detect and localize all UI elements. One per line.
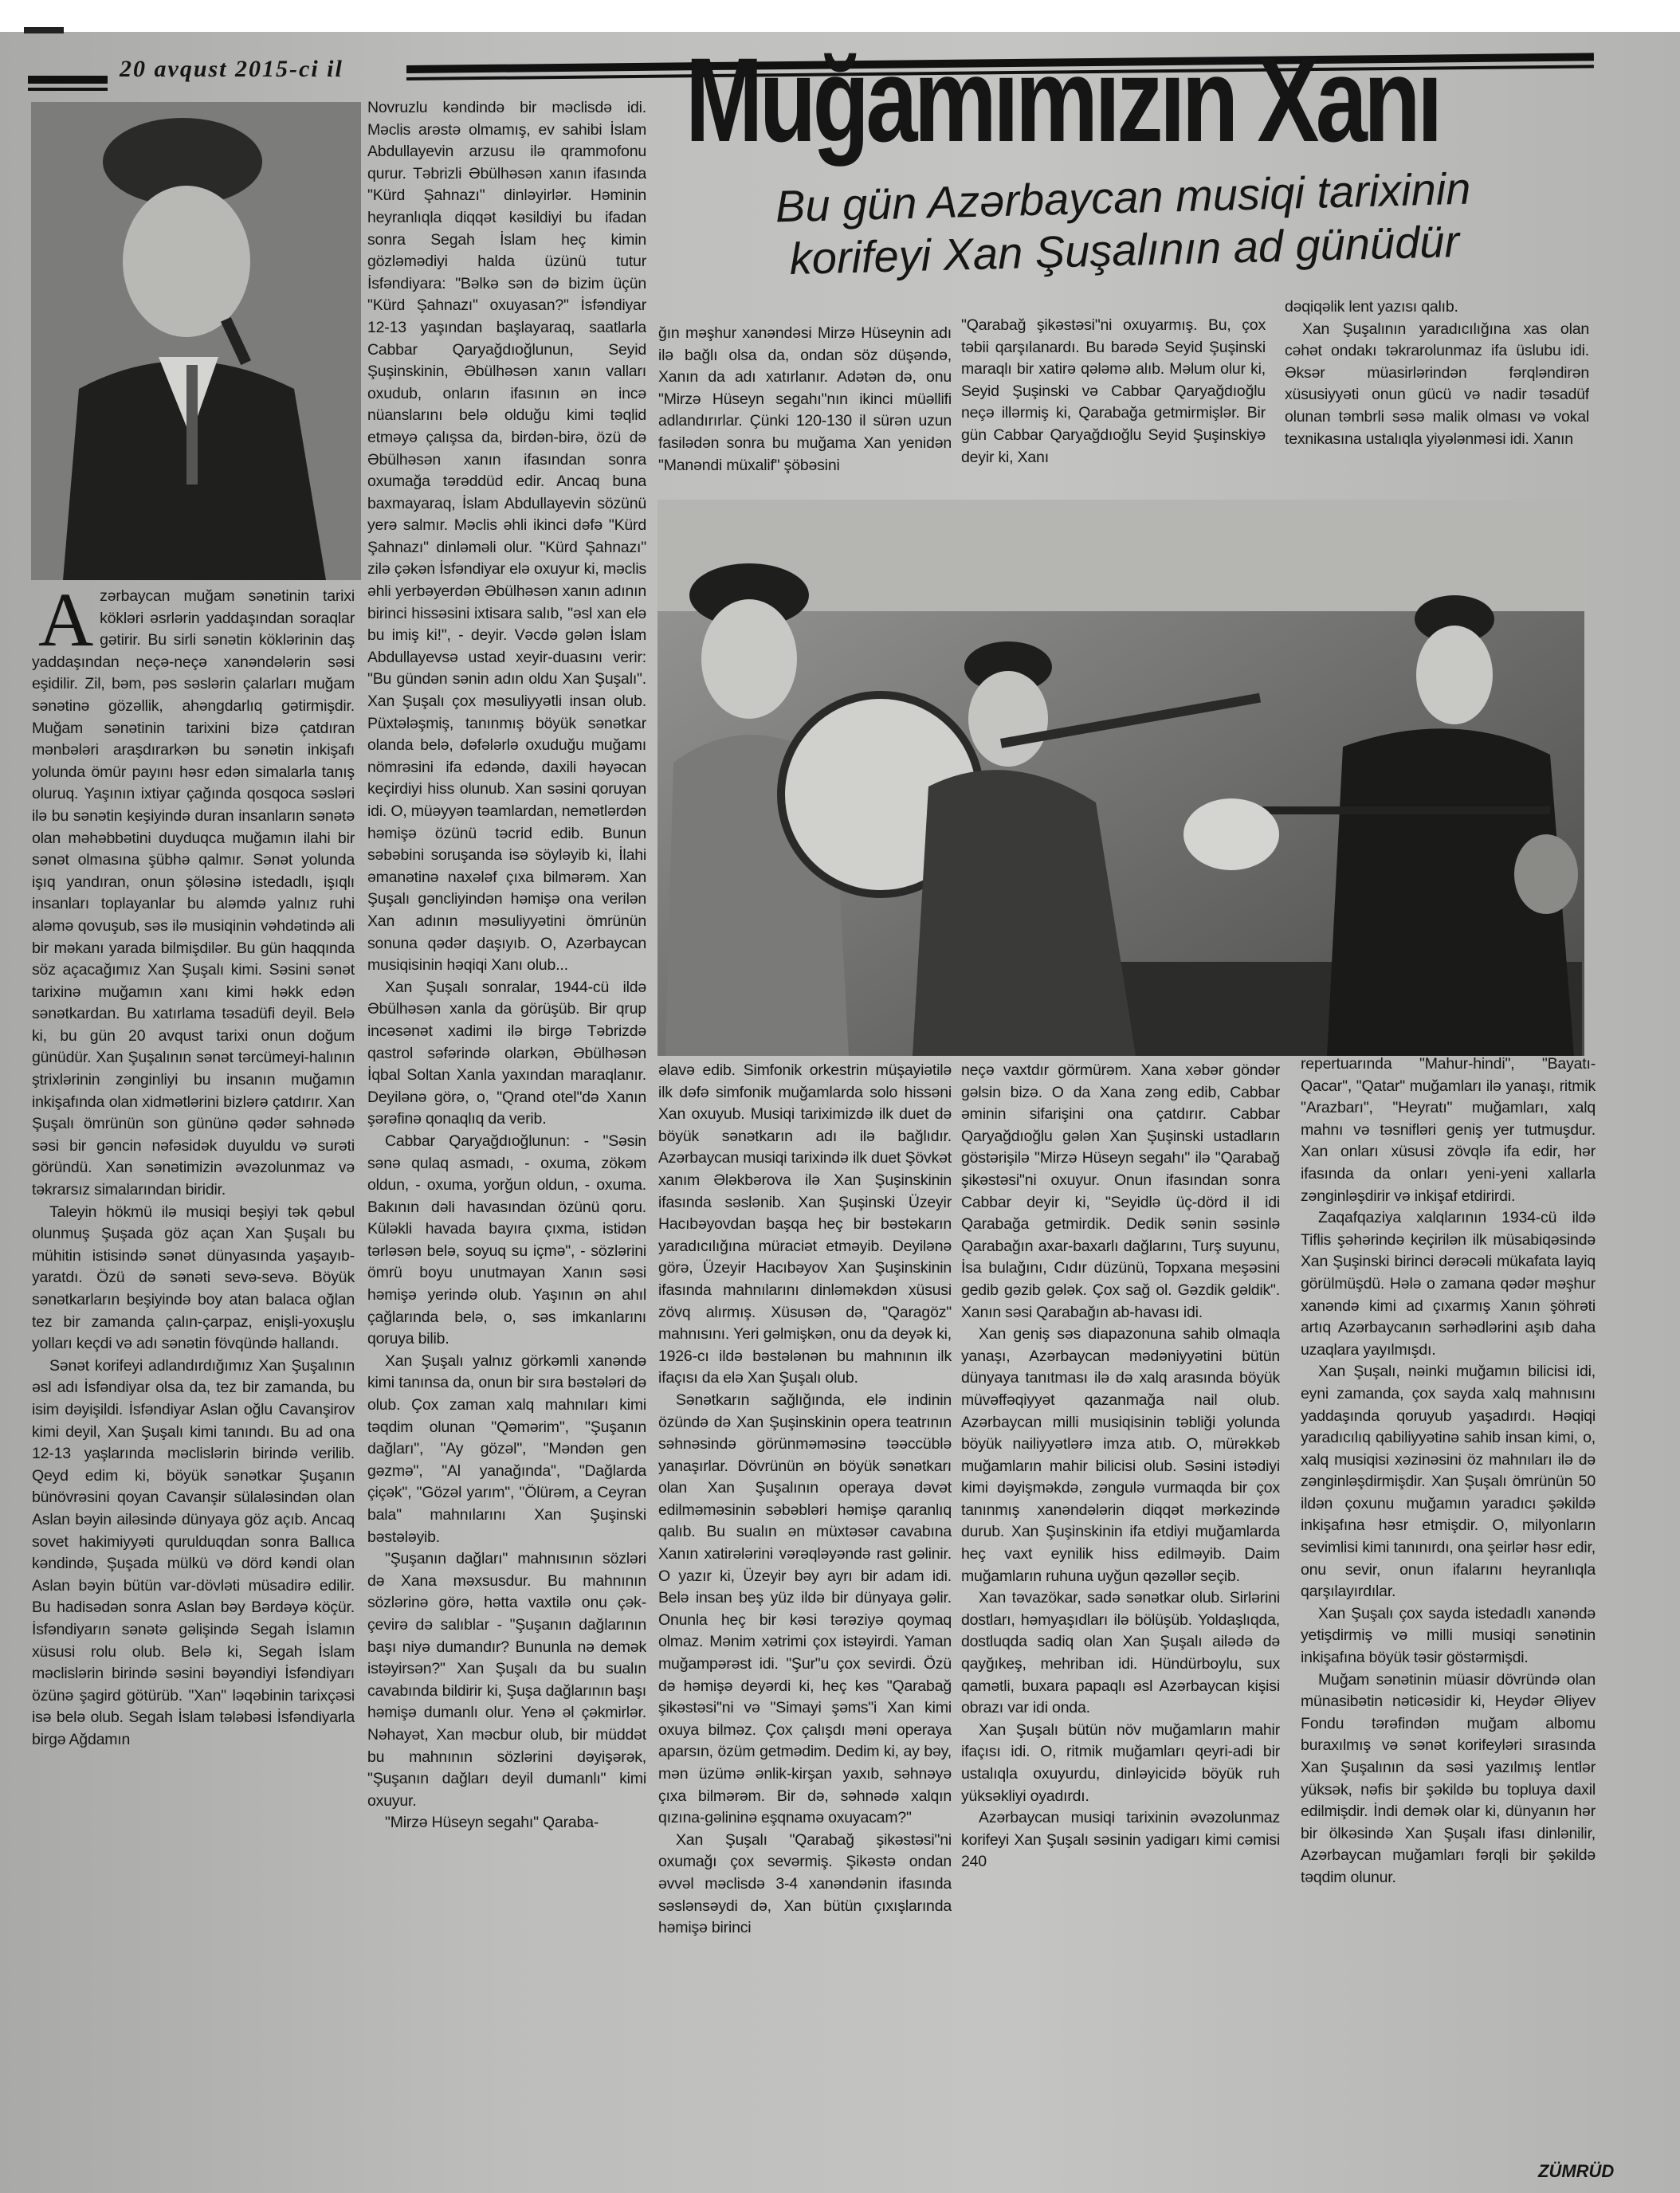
portrait-figure [31, 102, 361, 580]
column-1-text [32, 586, 355, 1751]
scan-top-margin [0, 0, 1680, 32]
column-4-bottom [961, 1060, 1280, 2193]
article-paragraph: Xan Şuşalı sonralar, 1944-cü ildə Əbülhəsən xanla da görüşüb. Bir qrup incəsənət xadimi ilə birgə Təbrizdə qastrol səfərində olarkən, Əbülhəsən İqbal Soltan Xanla yaxından maraqlanır. Deyilənə görə, o, "Qrand otel"də Xanın şərəfinə qonaqlıq da verib. [367, 978, 646, 1128]
column-1 [32, 586, 355, 2187]
article-paragraph: Muğam sənətinin müasir dövründə olan münasibətin nəticəsidir ki, Heydər Əliyev Fondu tərəfindən muğam albomu buraxılmış və sənət korifeyləri sırasında Xan Şuşalının da səsi yazılmış lentlər yüksək, nəfis bir şəkildə bu topluya daxil edilmişdir. İndi demək olar ki, dünyanın hər bir ölkəsində Xan Şuşalı ifası dinlənilir, Azərbaycan muğamları fərqli bir şəkildə təqdim olunur. [1301, 1670, 1596, 1886]
column-3-bottom [658, 1060, 952, 2193]
article-paragraph: "Qarabağ şikəstəsi"ni oxuyarmış. Bu, çox təbii qarşılanardı. Bu barədə Seyid Şuşinski maraqlı bir xatirə qələmə alıb. Məlum olur ki, Seyid Şuşinski və Cabbar Qaryağdıoğlu neçə illərmiş ki, Qarabağa getmirmişlər. Bir gün Cabbar Qaryağdıoğlu Seyid Şuşinskiyə deyir ki, Xanı [961, 316, 1266, 466]
issue-date: 20 avqust 2015-ci il [120, 56, 343, 82]
column-5-bottom [1301, 1053, 1596, 2153]
author-byline: ZÜMRÜD [1538, 2161, 1615, 2181]
column-2 [367, 97, 646, 2193]
article-paragraph: Taleyin hökmü ilə musiqi beşiyi tək qəbul olunmuş Şuşada göz açan Xan Şuşalı bu mühitin istisində sənət dünyasında yaşayıb-yaratdı. Özü də sənəti sevə-sevə. Böyük sənətkarların beşiyində boy atan balaca oğlan tez bir zamanda çalın-çarpaz, enişli-yoxuşlu yolları keçdi və adı sənətin fövqündə hallandı. [32, 1202, 355, 1353]
article-paragraph: repertuarında "Mahur-hindi", "Bayatı-Qacar", "Qatar" muğamları ilə yanaşı, ritmik "Arazbarı", "Heyratı" muğamları, xalq mahnı və təsnifləri geniş yer tutmuşdur. Xan onları xüsusi zövqlə ifa edir, hər ifasında da onları yeni-yeni xallarla zənginləşdirir və inkişaf etdirirdi. [1301, 1055, 1596, 1205]
article-paragraph: Sənətkarın sağlığında, elə indinin özündə də Xan Şuşinskinin opera teatrının səhnəsində görünməməsinə təəccüblə yanaşırlar. Dövrünün ən böyük sənətkarı olan Xan Şuşalının operaya dəvət edilməməsinin səbəbləri həmişə qaranlıq qalıb. Bu sualın ən müxtəsər cavabına Xanın xatirələrini vərəqləyəndə rast gəlinir. O yazır ki, Üzeyir bəy ayrı bir adam idi. Belə insan beş yüz ildə bir dünyaya gəlir. Onunla heç bir kəsi tərəziyə qoymaq olmaz. Mənim xətrimi çox istəyirdi. Yaman muğampərəst idi. "Şur"u çox sevirdi. Özü də həmişə deyərdi ki, heç kəs "Qarabağ şikəstəsi"ni və "Simayi şəms"i Xan kimi oxuya bilməz. Çox çalışdı məni operaya aparsın, özüm getmədim. Dedim ki, ay bəy, mən üzümə ənlik-kirşan yaxıb, səhnəyə çıxa bilmərəm. Bir də, səhnədə xalqın qızına-gəlininə eşqnamə oxuyacam?" [658, 1391, 952, 1827]
headline: Muğamımızın Xanı [685, 33, 1439, 167]
article-paragraph: Zaqafqaziya xalqlarının 1934-cü ildə Tiflis şəhərində keçirilən ilk müsabiqəsində Xan Şuşinski birinci dərəcəli mükafata layiq görülmüşdü. Hələ o zamana qədər məşhur xanəndə kimi ad çıxarmış Xanın şöhrəti artıq Azərbaycanın sərhədlərini aşıb daha uzaqlara yayılmışdı. [1301, 1209, 1596, 1359]
article-paragraph: Xan Şuşalı yalnız görkəmli xanəndə kimi tanınsa da, onun bir sıra bəstələri də olub. Çox zaman xalq mahnıları kimi təqdim olunan "Qəmərim", "Şuşanın dağları", "Ay gözəl", "Məndən gen gəzmə", "Al yanağında", "Dağlarda çiçək", "Gözəl yarım", "Ölürəm, a Ceyran bala" mahnılarını Xan Şuşinski bəstələyib. [367, 1352, 646, 1546]
article-paragraph: neçə vaxtdır görmürəm. Xana xəbər göndər gəlsin bizə. O da Xana zəng edib, Cabbar əminin sifarişini ona çatdırır. Cabbar Qaryağdıoğlu gələn Xan Şuşinski ustadların göstərişilə "Mirzə Hüseyn segahı" ilə "Qarabağ şikəstəsi"ni oxuyur. Onun ifasından sonra Cabbar deyir ki, "Seyidlə üç-dörd il idi Qarabağa getmirdik. Dedik sənin səsinlə Qarabağın axar-baxarlı dağlarını, Turş suyunu, İsa bulağını, Cıdır düzünü, Topxana meşəsini gedib gəzib gələk. Çox sağ ol. Gəzdik gəldik". Xanın səsi Qarabağın ab-havası idi. [961, 1061, 1280, 1321]
subtitle-line-1: Bu gün Azərbaycan musiqi tarixinin [775, 163, 1472, 232]
article-paragraph: "Şuşanın dağları" mahnısının sözləri də Xana məxsusdur. Bu mahnının sözlərinə görə, hətta vaxtilə onu çək-çevirə də salıblar - "Şuşanın dağlarının başı niyə dumandır? Bununla nə demək istəyirsən?" Xan Şuşalı da bu sualın cavabında bildirir ki, Şuşa dağlarının başı həmişə dumanlı olur. Yenə əl çəkmirlər. Nəhayət, Xan məcbur olub, bir müddət bu mahnının sözlərini dəyişərək, "Şuşanın dağları deyil dumanlı" kimi oxuyur. [367, 1550, 646, 1810]
portrait-photo [31, 102, 361, 580]
article-paragraph: Xan Şuşalının yaradıcılığına xas olan cəhət ondakı təkrarolunmaz ifa üslubu idi. Əksər müasirlərindən fərqləndirən xüsusiyyəti onun gücü və nadir təsadüf olunan təmbrli səsə malik olması və vokal texnikasına ustalıqla yiyələnməsi idi. Xanın [1285, 320, 1589, 448]
article-paragraph: Xan Şuşalı bütün növ muğamların mahir ifaçısı idi. O, ritmik muğamları qeyri-adi bir ustalıqla oxuyurdu, dinləyicidə böyük ruh yüksəkliyi oyadırdı. [961, 1720, 1280, 1805]
article-paragraph: Xan geniş səs diapazonuna sahib olmaqla yanaşı, Azərbaycan mədəniyyətini bütün dünyaya tanıtması ilə də xalq arasında böyük müvəffəqiyyət qazanmağa nail olub. Azərbaycan milli musiqisinin təbliği yolunda böyük nailiyyətlərə imza atıb. O, mürəkkəb muğamların mahir bilicisi olub. Səsini istədiyi kimi dəyişməkdə, zəngulə vurmaqda bir çox tanınmış xanəndələrin diqqət mərkəzində durub. Xan Şuşinskinin ifa etdiyi muğamlarda heç vaxt eynilik hiss edilməyib. Daim muğamların ruhuna uyğun qəzəllər seçib. [961, 1325, 1280, 1585]
musicians-photo [657, 500, 1584, 1056]
article-paragraph: Xan Şuşalı, nəinki muğamın bilicisi idi, eyni zamanda, çox sayda xalq mahnısını yaddaşında qoruyub yaşadırdı. Həqiqi yaradıcılıq qabiliyyətinə sahib insan kimi, o, xalq musiqisi xəzinəsini öz mahnıları ilə də zənginləşdirmişdir. Xan Şuşalı ömrünün 50 ildən çoxunu muğamın yaradıcı şəkildə inkişafına həsr etmişdir. O, milyonların sevimlisi kimi tanınırdı, ona şeirlər həsr edir, onu sevir, onun ifalarını heyranlıqla qarşılayırdılar. [1301, 1363, 1596, 1601]
article-paragraph: dəqiqəlik lent yazısı qalıb. [1285, 298, 1458, 316]
subtitle-line-2: korifeyi Xan Şuşalının ad günüdür [788, 215, 1460, 284]
article-paragraph: zərbaycan muğam sənətinin tarixi kökləri əsrlərin yaddaşından soraqlar gətirir. Bu sirli sənətin köklərinin daş yaddaşından neçə-neçə xanəndələrin səsi eşidilir. Zil, bəm, pəs səslərin çalarları muğam sənətinə gözəllik, ahəngdarlıq gətirmişdir. Muğam sənətinin tarixini bizə çatdıran mənbələri araşdırarkən bu sənətin inkişafı yolunda ömür payını həsr edən simalarla tanış oluruq. Yaşının ixtiyar çağında qosqoca səsləri ilə bu sənətin keşiyində duran insanların sənətə olan məhəbbətini duyduqca muğamın ilahi bir sənət olmasına şübhə qalmır. Sənət yolunda işıq yandıran, onun şöləsinə istedadlı, işıqlı insanları toplayanlar bu aləmdə yalnız ruhi aləmə qovuşub, səs ilə musiqinin vəhdətində ali bir məkanı yarada bilmişdilər. Bu gün haqqında söz açacağımız Xan Şuşalı kimi. Səsini sənət tarixinə muğamın xanı kimi həkk edən sənətkardan. Bu xatırlama təsadüfi deyil. Belə ki, bu gün 20 avqust tarixi onun doğum günüdür. Xan Şuşalının sənət tərcümeyi-halının ştrixlərinin zənginliyi bu insanın muğamın inkişafında olan xidmətlərini bizlərə çatdırır. Xan Şuşalı ömrünün son gününə qədər səhnədə səsi bir gəncin nəfəsidək duyuldu və surəti göründü. Xan sənətimizin əvəzolunmaz və təkrarsız simalarından biridir. [32, 587, 355, 1199]
page-corner-mark [24, 27, 64, 33]
header-rule-left-thin [28, 88, 108, 91]
article-paragraph: Xan Şuşalı "Qarabağ şikəstəsi"ni oxumağı çox sevərmiş. Şikəstə ondan əvvəl məclisdə 3-4 xanəndənin ifasında səslənsəydi də, Xan bütün çıxışlarında həmişə birinci [658, 1830, 952, 1937]
article-paragraph: Azərbaycan musiqi tarixinin əvəzolunmaz korifeyi Xan Şuşalı səsinin yadigarı kimi cəmisi 240 [961, 1809, 1280, 1871]
article-paragraph: Novruzlu kəndində bir məclisdə idi. Məclis arəstə olmamış, ev sahibi İslam Abdullayevin arzusu ilə qrammofonu qurur. Təbrizli Əbülhəsən xanın ifasında "Kürd Şahnazı" dinləyirlər. Həminin heyranlıqla diqqət kəsildiyi bu ifadan sonra Segah İslam heç kimin gözləmədiyi halda üzünü tutur İsfəndiyara: "Bəlkə sən də bizim üçün "Kürd Şahnazı" oxuyasan?" İsfəndiyar 12-13 yaşından başlayaraq, saatlarla Cabbar Qaryağdıoğlunun, Seyid Şuşinskinin, Əbülhəsən xanın valları oxudub, onların ifasının ən incə nüanslarını belə olduğu kimi təqlid etməyə çalışsa da, birdən-birə, özü də Əbülhəsən xanın ifasından sonra oxumağa tərəddüd edir. Ancaq buna baxmayaraq, İslam Abdullayevin sözünü yerə salmır. Məclis əhli ikinci dəfə "Kürd Şahnazı" dinləməli olur. "Kürd Şahnazı" zilə çəkən İsfəndiyar elə oxuyur ki, məclis əhli yerbəyerdən Əbülhəsən xanın adının birinci hissəsini ixtisara salıb, "əsl xan elə bu imiş ki!", - deyir. Vəcdə gələn İslam Abdullayevsə ustad xeyir-duasını verir: "Bu gündən sənin adın oldu Xan Şuşalı". Xan Şuşalı çox məsuliyyətli insan olub. Püxtələşmiş, tanınmış böyük sənətkar olanda belə, dəfələrlə oxuduğu muğamı nömrəsini ifa edəndə, daxili həyəcan keçirdiyi hiss olunub. Xan səsini qoruyan idi. O, müəyyən təamlardan, nemətlərdən həmişə özünü təcrid edib. Bunun səbəbini soruşanda isə söyləyib ki, İlahi əmanətinə naxələf çıxa bilmərəm. Xan Şuşalı gəncliyindən həmişə ona verilən Xan adının məsuliyyətini ömrünün sonuna qədər daşıyıb. O, Azərbaycan musiqisinin həqiqi Xanı olub... [367, 99, 646, 975]
article-paragraph: Xan Şuşalı çox sayda istedadlı xanəndə yetişdirmiş və milli musiqi sənətinin inkişafına böyük təsir göstərmişdi. [1301, 1604, 1596, 1667]
column-5-top [1285, 296, 1589, 500]
article-paragraph: əlavə edib. Simfonik orkestrin müşayiətilə ilk dəfə simfonik muğamlarda solo hissəni Xan oxuyub. Musiqi tariximizdə ilk duet də böyük sənətkarın adı ilə bağlıdır. Azərbaycan musiqi tarixində ilk duet Şövkət xanım Ələkbərova ilə Xan Şuşinskinin ifasında səslənib. Xan Şuşinski Üzeyir Hacıbəyovdan başqa heç bir bəstəkarın yaradıcılığına müraciət etməyib. Deyilənə görə, Üzeyir Hacıbəyov Xan Şuşinskinin ifasında mahnılarını dinləməkdən xüsusi zövq alırmış. Xüsusən də, "Qaragöz" mahnısını. Yeri gəlmişkən, onu da deyək ki, 1926-cı ildə bəstələnən bu mahnının ilk ifaçısı da elə Xan Şuşalı olub. [658, 1061, 952, 1387]
column-4-top [961, 315, 1266, 500]
subtitle [652, 159, 1595, 289]
drop-cap: A [38, 586, 94, 662]
musicians-trio-image [657, 500, 1584, 1056]
article-paragraph: "Mirzə Hüseyn segahı" Qaraba- [385, 1814, 599, 1832]
article-paragraph: Xan təvazökar, sadə sənətkar olub. Sirlərini dostları, həmyaşıdları ilə bölüşüb. Yoldaşlıqda, dostluqda sadiq olan Xan Şuşalı ailədə də qayğıkeş, mehriban idi. Hündürboylu, sux qamətli, buxara papaqlı əsl Azərbaycan kişisi obrazı var idi onda. [961, 1589, 1280, 1717]
article-paragraph: ğın məşhur xanəndəsi Mirzə Hüseynin adı ilə bağlı olsa da, ondan söz düşəndə, Xanın da adı xatırlanır. Adətən də, onu "Mirzə Hüseyn segahı"nın ikinci müəllifi adlandırırlar. Çünki 120-130 il sürən uzun fasilədən sonra bu muğama Xan yenidən "Manəndi müxalif" şöbəsini [658, 324, 952, 474]
column-3-top [658, 323, 952, 500]
header-rule-left [28, 76, 108, 84]
article-paragraph: Cabbar Qaryağdıoğlunun: - "Səsin sənə qulaq asmadı, - oxuma, zökəm oldun, - oxuma, yorğun oldun, - oxuma. Bakının dəli havasından özünü qoru. Küləkli havada bayıra çıxma, istidən tərləsən belə, soyuq su içmə", - sözlərini ömrü boyu unutmayan Xanın səsi həmişə yerində olub. Yaşının ən ahıl çağlarında belə, o, səs imkanlarını qoruya bilib. [367, 1132, 646, 1348]
article-paragraph: Sənət korifeyi adlandırdığımız Xan Şuşalının əsl adı İsfəndiyar olsa da, tez bir zamanda, bu isim dəyişildi. İsfəndiyar Aslan oğlu Cavanşirov kimi deyil, Xan Şuşalı kimi tanındı. Bu ad ona 12-13 yaşlarında məclislərin birində verilib. Qeyd edim ki, böyük sənətkar Şuşanın bünövrəsini qoyan Cavanşir sülaləsindən olan Aslan bəyin ailəsində dünyaya göz açıb. Ancaq sovet hakimiyyəti qurulduqdan sonra Ballıca kəndində, Şuşada mülkü və dörd kəndi olan Aslan bəyin bütün var-dövləti müsadirə edilir. Bu hadisədən sonra Aslan bəy Bərdəyə köçür. İsfəndiyarın sənətə gəlişində Segah İslamın xüsusi rolu olub. Belə ki, Segah İslam məclislərin birində səsini bəyəndiyi İsfəndiyarı özünə şagird götürüb. "Xan" ləqəbinin tarixçəsi isə belə olub. Segah İslam tələbəsi İsfəndiyarla birgə Ağdamın [32, 1356, 355, 1748]
